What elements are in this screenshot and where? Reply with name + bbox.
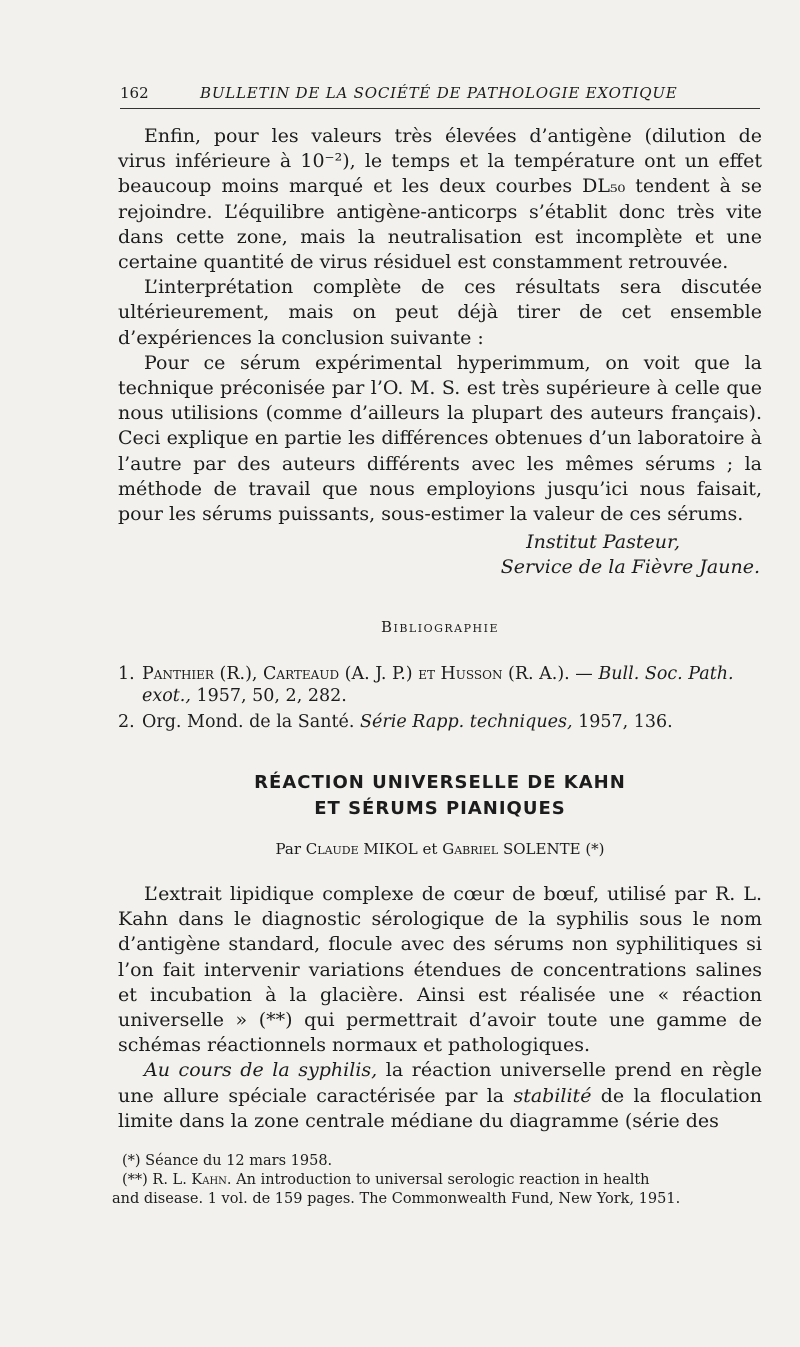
reference-number: 2. (118, 712, 135, 732)
signature-block (118, 530, 762, 580)
paragraph: Au cours de la syphilis, la réaction universelle prend en règle une allure spéciale caractérisée par la stabilité de la floculation limite dans la zone centrale médiane du diagramme (série des (118, 1059, 762, 1132)
article-title-line: ET SÉRUMS PIANIQUES (314, 798, 566, 819)
footnote-marker: (*) (585, 840, 605, 858)
footnote: (*) Séance du 12 mars 1958. (122, 1153, 333, 1169)
footnotes (112, 1152, 762, 1209)
reference-item (118, 711, 762, 733)
paragraph: Pour ce sérum expérimental hyperimmum, on voit que la technique préconisée par l’O. M. S. est très supérieure à celle que nous utilisions (comme d’ailleurs la plupart des auteurs français). Ceci explique en partie les différences obtenues d’un laboratoire à l’autre par des auteurs différents avec les mêmes sérums ; la méthode de travail que nous employions jusqu’ici nous faisait, pour les sérums puissants, sous-estimer la valeur de ces sérums. (118, 351, 762, 526)
reference-journal: Bull. Soc. Path. exot., (142, 664, 734, 706)
footnote: (**) R. L. Kahn. An introduction to universal serologic reaction in health (122, 1172, 650, 1188)
running-header (120, 80, 760, 109)
paragraph: L’extrait lipidique complexe de cœur de bœuf, utilisé par R. L. Kahn dans le diagnostic sérologique de la syphilis sous le nom d’antigène standard, flocule avec des sérums non syphilitiques si l’on fait intervenir variations étendues de concentrations salines et incubation à la glacière. Ainsi est réalisée une « réaction universelle » (**) qui permettrait d’avoir toute une gamme de schémas réactionnels normaux et pathologiques. (118, 883, 762, 1057)
paragraph: Enfin, pour les valeurs très élevées d’antigène (dilution de virus inférieure à 10⁻²), le temps et la température ont un effet beaucoup moins marqué et les deux courbes DL₅₀ tendent à se rejoindre. L’équilibre antigène-anticorps s’établit donc très vite dans cette zone, mais la neutralisation est incomplète et une certaine quantité de virus résiduel est constamment retrouvée. (118, 125, 762, 274)
paragraph: L’interprétation complète de ces résultats sera discutée ultérieurement, mais on peut déjà tirer de cet ensemble d’expériences la conclusion suivante : (118, 276, 762, 349)
reference-number: 1. (118, 664, 135, 684)
byline: Par Claude MIKOL et Gabriel SOLENTE (*) (275, 840, 605, 858)
reference-item (118, 663, 762, 707)
signature-service: Service de la Fièvre Jaune. (500, 556, 760, 578)
page-number: 162 (120, 84, 149, 102)
reference-journal: Série Rapp. techniques, (360, 712, 573, 732)
bibliography-list (118, 663, 762, 737)
body-text-article (118, 882, 762, 1134)
author-name: Gabriel SOLENTE (442, 840, 581, 858)
bibliography-heading: Bibliographie (380, 618, 499, 636)
article-title-line: RÉACTION UNIVERSELLE DE KAHN (254, 772, 626, 793)
signature-institution: Institut Pasteur, (526, 531, 680, 553)
journal-title: BULLETIN DE LA SOCIÉTÉ DE PATHOLOGIE EXOTIQUE (200, 84, 678, 102)
reference-details: 1957, 50, 2, 282. (196, 686, 347, 706)
reference-authors: Org. Mond. de la Santé. (142, 712, 355, 732)
article-title (118, 770, 762, 822)
body-text-top (118, 124, 762, 527)
reference-authors: Panthier (R.), Carteaud (A. J. P.) et Husson (R. A.). — (142, 664, 593, 684)
author-name: Claude MIKOL (305, 840, 418, 858)
footnote-continuation: and disease. 1 vol. de 159 pages. The Commonwealth Fund, New York, 1951. (112, 1191, 681, 1207)
reference-details: 1957, 136. (578, 712, 673, 732)
